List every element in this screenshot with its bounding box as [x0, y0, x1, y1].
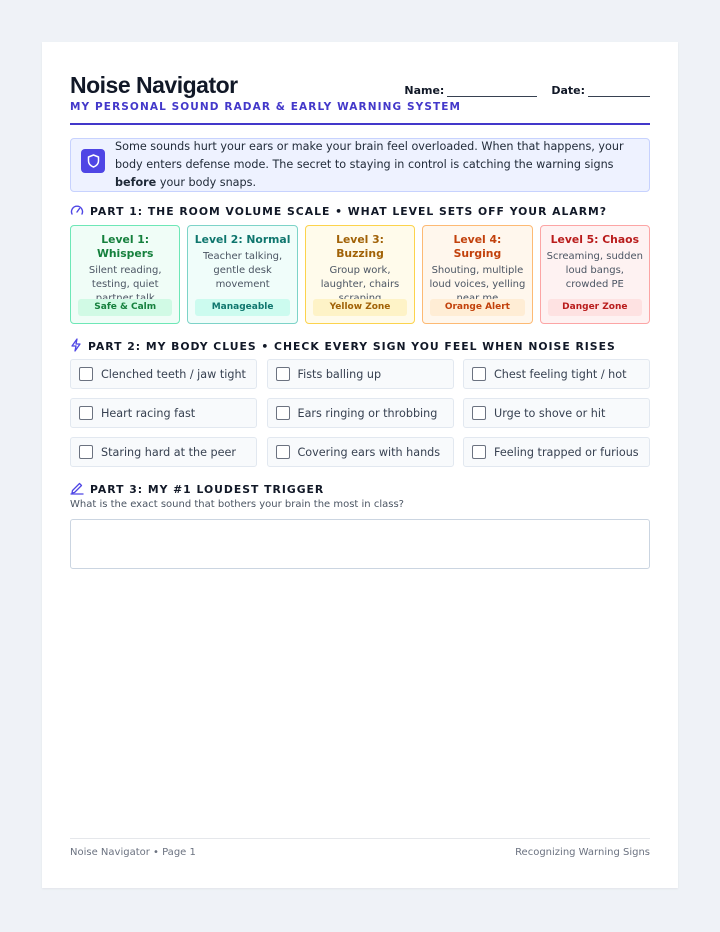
- level-card: [305, 225, 415, 324]
- clue-label: Staring hard at the peer: [101, 445, 236, 459]
- clue-item[interactable]: [70, 437, 257, 467]
- clue-label: Covering ears with hands: [297, 445, 441, 459]
- clue-item[interactable]: [463, 437, 650, 467]
- checkbox[interactable]: [79, 367, 93, 381]
- date-line: [588, 85, 650, 97]
- name-line: [447, 85, 537, 97]
- intro-text: Some sounds hurt your ears or make your brain feel overloaded. When that happens, your body enters defense mode. The secret to staying in control is catching the warning signs before your body snaps.: [115, 140, 624, 189]
- level-card: [70, 225, 180, 324]
- clue-item[interactable]: [70, 398, 257, 428]
- footer-right: Recognizing Warning Signs: [515, 847, 650, 858]
- page-title: Noise Navigator: [70, 72, 238, 98]
- level-title: Level 3: Buzzing: [336, 233, 384, 260]
- lightning-icon: [70, 338, 82, 355]
- header-divider: [70, 123, 650, 125]
- part2-heading: PART 2: MY BODY CLUES • CHECK EVERY SIGN YOU FEEL WHEN NOISE RISES: [70, 338, 616, 355]
- checkbox[interactable]: [79, 445, 93, 459]
- level-title: Level 4: Surging: [453, 233, 502, 260]
- clue-label: Ears ringing or throbbing: [297, 406, 438, 420]
- level-description: Teacher talking, gentle desk movement: [202, 251, 283, 290]
- clue-label: Heart racing fast: [101, 406, 196, 420]
- clue-label: Chest feeling tight / hot: [494, 367, 627, 381]
- zone-badge: Orange Alert: [430, 299, 524, 316]
- clue-item[interactable]: [267, 437, 454, 467]
- part1-heading: PART 1: THE ROOM VOLUME SCALE • WHAT LEVEL SETS OFF YOUR ALARM?: [70, 204, 607, 219]
- volume-scale: [70, 225, 650, 324]
- name-field[interactable]: [404, 84, 537, 97]
- clue-label: Urge to shove or hit: [494, 406, 606, 420]
- body-clues-checklist: [70, 359, 650, 467]
- trigger-answer-box[interactable]: [70, 519, 650, 569]
- clue-item[interactable]: [463, 359, 650, 389]
- name-label: Name:: [404, 84, 445, 97]
- worksheet-header: [70, 72, 650, 113]
- pencil-icon: [70, 481, 84, 498]
- checkbox[interactable]: [472, 367, 486, 381]
- zone-badge: Safe & Calm: [78, 299, 172, 316]
- level-card: [187, 225, 297, 324]
- checkbox[interactable]: [276, 445, 290, 459]
- checkbox[interactable]: [472, 406, 486, 420]
- level-description: Group work, laughter, chairs: [320, 265, 400, 290]
- page-subtitle: MY PERSONAL SOUND RADAR & EARLY WARNING SYSTEM: [70, 101, 462, 113]
- level-description: Shouting, multiple loud voices, yelling: [429, 265, 526, 290]
- checkbox[interactable]: [79, 406, 93, 420]
- zone-badge: Yellow Zone: [313, 299, 407, 316]
- level-title: Level 5: Chaos: [550, 233, 639, 246]
- clue-item[interactable]: [70, 359, 257, 389]
- level-title: Level 2: Normal: [194, 233, 291, 246]
- date-label: Date:: [551, 84, 585, 97]
- level-card: [540, 225, 650, 324]
- trigger-question: What is the exact sound that bothers your brain the most in class?: [70, 499, 404, 510]
- checkbox[interactable]: [276, 406, 290, 420]
- gauge-icon: [70, 204, 84, 219]
- clue-item[interactable]: [267, 359, 454, 389]
- checkbox[interactable]: [276, 367, 290, 381]
- date-field[interactable]: [551, 84, 650, 97]
- level-description: Screaming, sudden loud bangs, crowded PE: [546, 251, 643, 290]
- clue-label: Feeling trapped or furious: [494, 445, 639, 459]
- worksheet-page: [42, 42, 678, 888]
- name-date-fields: [404, 84, 650, 97]
- zone-badge: Danger Zone: [548, 299, 642, 316]
- checkbox[interactable]: [472, 445, 486, 459]
- footer-left: Noise Navigator • Page 1: [70, 847, 196, 858]
- level-title: Level 1: Whispers: [96, 233, 154, 260]
- zone-badge: Manageable: [195, 299, 289, 316]
- clue-item[interactable]: [267, 398, 454, 428]
- clue-item[interactable]: [463, 398, 650, 428]
- part3-heading: PART 3: MY #1 LOUDEST TRIGGER: [70, 481, 324, 498]
- clue-label: Clenched teeth / jaw tight: [101, 367, 246, 381]
- clue-label: Fists balling up: [297, 367, 382, 381]
- footer-divider: [70, 838, 650, 839]
- level-description: Silent reading, testing, quiet: [88, 265, 162, 290]
- shield-icon: [81, 149, 105, 173]
- page-footer: [70, 847, 650, 858]
- level-card: [422, 225, 532, 324]
- intro-callout: [70, 138, 650, 192]
